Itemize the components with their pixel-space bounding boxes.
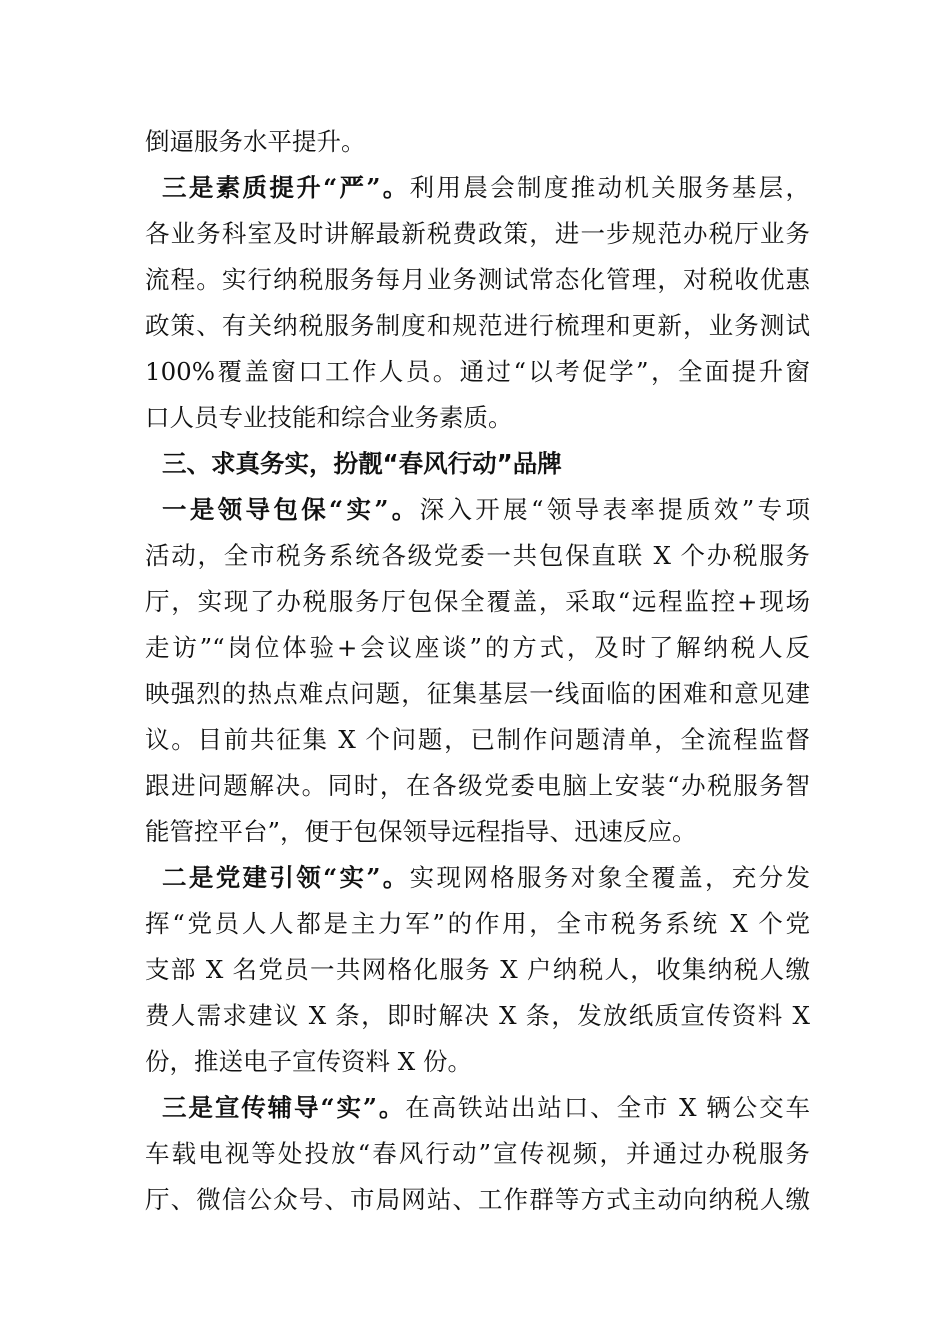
paragraph-text: 利用晨会制度推动机关服务基层， [409, 173, 811, 202]
paragraph-lead: 三是素质提升“严”。 [162, 173, 410, 202]
paragraph-line: 份，推送电子宣传资料 X 份。 [145, 1047, 473, 1076]
paragraph-line [162, 487, 810, 533]
paragraph-lead: 一是领导包保“实”。 [162, 495, 420, 524]
paragraph-line: 口人员专业技能和综合业务素质。 [145, 403, 513, 432]
paragraph-line: 挥“党员人人都是主力军”的作用，全市税务系统 X 个党 [145, 909, 810, 938]
paragraph-line: 倒逼服务水平提升。 [145, 127, 366, 156]
paragraph-line: 活动，全市税务系统各级党委一共包保直联 X 个办税服务 [145, 541, 810, 570]
paragraph-line: 政策、有关纳税服务制度和规范进行梳理和更新，业务测试 [145, 311, 810, 340]
section-heading: 三、求真务实，扮靓“春风行动”品牌 [162, 449, 562, 478]
paragraph-line: 跟进问题解决。同时，在各级党委电脑上安装“办税服务智 [145, 771, 810, 800]
paragraph-text: 在高铁站出站口、全市 X 辆公交车 [405, 1093, 810, 1122]
paragraph-lead: 三是宣传辅导“实”。 [162, 1093, 406, 1122]
paragraph-line: 厅、微信公众号、市局网站、工作群等方式主动向纳税人缴 [145, 1185, 810, 1214]
paragraph-line: 走访”“岗位体验+会议座谈”的方式，及时了解纳税人反 [145, 633, 810, 662]
paragraph-line [162, 855, 810, 901]
paragraph-line: 映强烈的热点难点问题，征集基层一线面临的困难和意见建 [145, 679, 810, 708]
paragraph-line: 支部 X 名党员一共网格化服务 X 户纳税人，收集纳税人缴 [145, 955, 810, 984]
paragraph-line: 费人需求建议 X 条，即时解决 X 条，发放纸质宣传资料 X [145, 1001, 810, 1030]
paragraph-line: 车载电视等处投放“春风行动”宣传视频，并通过办税服务 [145, 1139, 810, 1168]
paragraph-line: 厅，实现了办税服务厅包保全覆盖，采取“远程监控+现场 [145, 587, 810, 616]
paragraph-text: 深入开展“领导表率提质效”专项 [419, 495, 810, 524]
paragraph-line: 议。目前共征集 X 个问题，已制作问题清单，全流程监督 [145, 725, 810, 754]
paragraph-line: 能管控平台”，便于包保领导远程指导、迅速反应。 [145, 817, 697, 846]
paragraph-text: 实现网格服务对象全覆盖，充分发 [409, 863, 811, 892]
paragraph-lead: 二是党建引领“实”。 [162, 863, 410, 892]
paragraph-line [162, 165, 810, 211]
paragraph-line: 流程。实行纳税服务每月业务测试常态化管理，对税收优惠 [145, 265, 810, 294]
paragraph-line: 各业务科室及时讲解最新税费政策，进一步规范办税厅业务 [145, 219, 810, 248]
paragraph-line: 100%覆盖窗口工作人员。通过“以考促学”，全面提升窗 [145, 357, 810, 386]
paragraph-line [162, 1085, 810, 1131]
